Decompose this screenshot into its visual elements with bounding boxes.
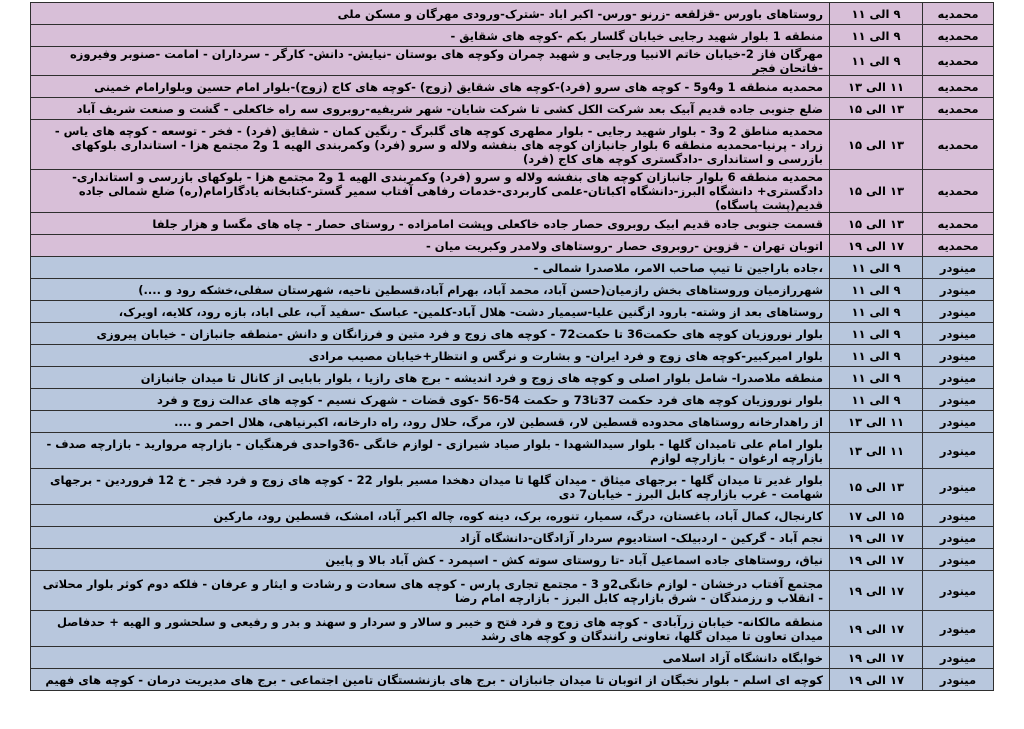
table-row: [31, 120, 994, 170]
table-row: [31, 669, 994, 691]
time-cell: ۱۷ الی ۱۹: [830, 669, 923, 691]
time-cell: ۱۳ الی ۱۵: [830, 170, 923, 213]
table-row: [31, 213, 994, 235]
time-cell: ۱۳ الی ۱۵: [830, 469, 923, 505]
time-cell: ۱۵ الی ۱۷: [830, 505, 923, 527]
region-cell: مینودر: [923, 257, 994, 279]
time-cell: ۱۱ الی ۱۳: [830, 411, 923, 433]
area-cell: منطقه 1 بلوار شهید رجایی خیابان گلسار بکم -کوچه های شقایق -: [31, 25, 830, 47]
region-cell: مینودر: [923, 389, 994, 411]
region-cell: محمدیه: [923, 3, 994, 25]
table-body: [31, 3, 994, 691]
area-cell: ،جاده باراجین تا تیپ صاحب الامر، ملاصدرا شمالی -: [31, 257, 830, 279]
time-cell: ۱۷ الی ۱۹: [830, 571, 923, 611]
table-row: [31, 345, 994, 367]
region-cell: محمدیه: [923, 120, 994, 170]
time-cell: ۱۳ الی ۱۵: [830, 98, 923, 120]
area-cell: بلوار نوروزیان کوچه های فرد حکمت 37تا73 و حکمت 54-56 -کوی قضات - شهرک نسیم - کوچه های عدالت زوج و فرد: [31, 389, 830, 411]
time-cell: ۹ الی ۱۱: [830, 3, 923, 25]
time-cell: ۱۷ الی ۱۹: [830, 235, 923, 257]
time-cell: ۱۱ الی ۱۳: [830, 76, 923, 98]
time-cell: ۹ الی ۱۱: [830, 47, 923, 76]
region-cell: محمدیه: [923, 98, 994, 120]
area-cell: قسمت جنوبی جاده قدیم ابیک روبروی حصار جاده خاکعلی وپشت امامزاده - روستای حصار - چاه های مگسا و هزار جلفا: [31, 213, 830, 235]
region-cell: مینودر: [923, 669, 994, 691]
time-cell: ۱۷ الی ۱۹: [830, 527, 923, 549]
region-cell: مینودر: [923, 345, 994, 367]
area-cell: مجتمع آفتاب درخشان - لوازم خانگی2و 3 - مجتمع تجاری پارس - کوچه های سعادت و رشادت و ایثار و عرفان - فلکه دوم کوثر بلوار محلاتی - انقلاب و رزمندگان - شرق بازارچه کابل البرز - بازارچه امام رضا: [31, 571, 830, 611]
area-cell: مهرگان فاز 2-خیابان خاتم الانبیا ورجایی و شهید چمران وکوچه های بوستان -نیایش- دانش- کارگر - سرداران - امامت -صنوبر وفیروزه -فاتحان فجر: [31, 47, 830, 76]
table-row: [31, 170, 994, 213]
area-cell: نجم آباد - گرکین - اردبیلک- استادیوم سردار آزادگان-دانشگاه آزاد: [31, 527, 830, 549]
region-cell: مینودر: [923, 279, 994, 301]
table-row: [31, 611, 994, 647]
region-cell: مینودر: [923, 505, 994, 527]
table-row: [31, 505, 994, 527]
table-row: [31, 571, 994, 611]
time-cell: ۹ الی ۱۱: [830, 25, 923, 47]
region-cell: مینودر: [923, 411, 994, 433]
table-row: [31, 301, 994, 323]
area-cell: محمدیه منطقه 6 بلوار جانبازان کوچه های بنفشه ولاله و سرو (فرد) وکمربندی الهیه 1 و2 مجتمع هزا - بلوکهای بازرسی و استانداری-دادگستری+ دانشگاه البرز-دانشگاه اکباتان-علمی کاربردی-خدمات رفاهی آفتاب سمیر گستر-کتابخانه یادگارامام(ره) ضلع شمالی جاده قدیم(پشت پاسگاه): [31, 170, 830, 213]
area-cell: از راهدارخانه روستاهای محدوده قسطین لار، قسطین لار، مرگ، حلال رود، راه دارخانه، اکبرنیاهی، هلال احمر و ....: [31, 411, 830, 433]
table-row: [31, 367, 994, 389]
area-cell: منطقه ملاصدرا- شامل بلوار اصلی و کوچه های زوج و فرد اندیشه - برج های رازیا ، بلوار بابایی از کانال تا میدان جانبازان: [31, 367, 830, 389]
area-cell: روستاهای بعد از وشته- بارود ازگنین علیا-سیمیار دشت- هلال آباد-کلمین- عباسک -سفید آب، علی اباد، بازه رود، کلایه، اویرک،: [31, 301, 830, 323]
region-cell: مینودر: [923, 469, 994, 505]
time-cell: ۱۷ الی ۱۹: [830, 549, 923, 571]
region-cell: محمدیه: [923, 235, 994, 257]
time-cell: ۹ الی ۱۱: [830, 367, 923, 389]
table-row: [31, 98, 994, 120]
area-cell: محمدیه منطقه 1 و4و5 - کوچه های سرو (فرد)-کوچه های شقایق (زوج) -کوچه های کاج (زوج)-بلوار امام حسین وبلوارامام خمینی: [31, 76, 830, 98]
region-cell: مینودر: [923, 367, 994, 389]
area-cell: کوچه ای اسلم - بلوار نخبگان از اتوبان تا میدان جانبازان - برج های بازنشستگان تامین اجتماعی - برج های مدیریت درمان - کوچه های فهیم: [31, 669, 830, 691]
area-cell: شهررازمیان وروستاهای بخش رازمیان(حسن آباد، محمد آباد، بهرام آباد،قسطین ناحیه، شهرستان سفلی،خشکه رود و ....): [31, 279, 830, 301]
region-cell: مینودر: [923, 647, 994, 669]
table-row: [31, 411, 994, 433]
area-cell: خوابگاه دانشگاه آزاد اسلامی: [31, 647, 830, 669]
time-cell: ۱۱ الی ۱۳: [830, 433, 923, 469]
time-cell: ۱۳ الی ۱۵: [830, 120, 923, 170]
time-cell: ۱۳ الی ۱۵: [830, 213, 923, 235]
region-cell: محمدیه: [923, 25, 994, 47]
area-cell: بلوار نوروزیان کوچه های حکمت36 تا حکمت72 - کوچه های زوج و فرد متین و فرزانگان و دانش -منطقه جانبازان - خیابان پیروزی: [31, 323, 830, 345]
table-row: [31, 323, 994, 345]
table-row: [31, 527, 994, 549]
time-cell: ۹ الی ۱۱: [830, 279, 923, 301]
area-cell: اتوبان تهران - قزوین -روبروی حصار -روستاهای ولامدر وکبریت میان -: [31, 235, 830, 257]
region-cell: مینودر: [923, 611, 994, 647]
region-cell: مینودر: [923, 433, 994, 469]
time-cell: ۹ الی ۱۱: [830, 345, 923, 367]
outage-schedule-table: [30, 2, 994, 691]
table-row: [31, 469, 994, 505]
time-cell: ۱۷ الی ۱۹: [830, 611, 923, 647]
table-row: [31, 279, 994, 301]
table-row: [31, 76, 994, 98]
region-cell: مینودر: [923, 571, 994, 611]
table-row: [31, 647, 994, 669]
region-cell: محمدیه: [923, 47, 994, 76]
area-cell: بلوار غدیر تا میدان گلها - برجهای میثاق - میدان گلها تا میدان دهخدا مسیر بلوار 22 - کوچه های زوج و فرد فجر - خ 12 فروردین - برجهای شهامت - غرب بازارچه کابل البرز - خیابان7 دی: [31, 469, 830, 505]
table-row: [31, 549, 994, 571]
time-cell: ۹ الی ۱۱: [830, 323, 923, 345]
region-cell: محمدیه: [923, 213, 994, 235]
area-cell: کارنجال، کمال آباد، باغستان، درگ، سمیار، تنوره، برک، دینه کوه، چاله اکبر آباد، امشک، قسطین رود، مارکین: [31, 505, 830, 527]
region-cell: مینودر: [923, 301, 994, 323]
region-cell: محمدیه: [923, 76, 994, 98]
area-cell: منطقه مالکانه- خیابان زرآبادی - کوچه های زوج و فرد فتح و خیبر و سالار و سردار و سهند و بدر و رفیعی و سلحشور و الهیه + حدفاصل میدان تعاون تا میدان گلها، تعاونی رانندگان و کوچه های رشد: [31, 611, 830, 647]
area-cell: بلوار امیرکبیر-کوچه های زوج و فرد ایران- و بشارت و نرگس و انتظار+خیابان مصیب مرادی: [31, 345, 830, 367]
area-cell: نیاق، روستاهای جاده اسماعیل آباد -تا روستای سوته کش - اسپمرد - کش آباد بالا و پایین: [31, 549, 830, 571]
table-row: [31, 3, 994, 25]
table-row: [31, 257, 994, 279]
table-row: [31, 389, 994, 411]
area-cell: محمدیه مناطق 2 و3 - بلوار شهید رجایی - بلوار مطهری کوچه های گلبرگ - رنگین کمان - شقایق (فرد) - فخر - توسعه - کوچه های یاس - زراد - پرنیا-محمدیه منطقه 6 بلوار جانبازان کوچه های بنفشه ولاله و سرو (فرد) وکمربندی الهیه 1 و2 مجتمع هزا - استانداری بلوکهای بازرسی و استانداری -دادگستری کوچه های کاج (فرد): [31, 120, 830, 170]
time-cell: ۹ الی ۱۱: [830, 389, 923, 411]
table-row: [31, 433, 994, 469]
region-cell: مینودر: [923, 323, 994, 345]
table-row: [31, 235, 994, 257]
area-cell: ضلع جنوبی جاده قدیم آبیک بعد شرکت الکل کشی تا شرکت شایان- شهر شریفیه-روبروی سه راه خاکعلی - گشت و صنعت شریف آباد: [31, 98, 830, 120]
table-row: [31, 47, 994, 76]
area-cell: بلوار امام علی تامیدان گلها - بلوار سیدالشهدا - بلوار صیاد شیرازی - لوازم خانگی -36واحدی فرهنگیان - بازارچه مروارید - بازارچه صدف - بازارچه ارغوان - بازارچه لوازم: [31, 433, 830, 469]
time-cell: ۱۷ الی ۱۹: [830, 647, 923, 669]
area-cell: روستاهای باورس -قزلقعه -زرنو -ورس- اکبر اباد -شترک-ورودی مهرگان و مسکن ملی: [31, 3, 830, 25]
time-cell: ۹ الی ۱۱: [830, 301, 923, 323]
region-cell: مینودر: [923, 549, 994, 571]
region-cell: محمدیه: [923, 170, 994, 213]
region-cell: مینودر: [923, 527, 994, 549]
time-cell: ۹ الی ۱۱: [830, 257, 923, 279]
table-row: [31, 25, 994, 47]
